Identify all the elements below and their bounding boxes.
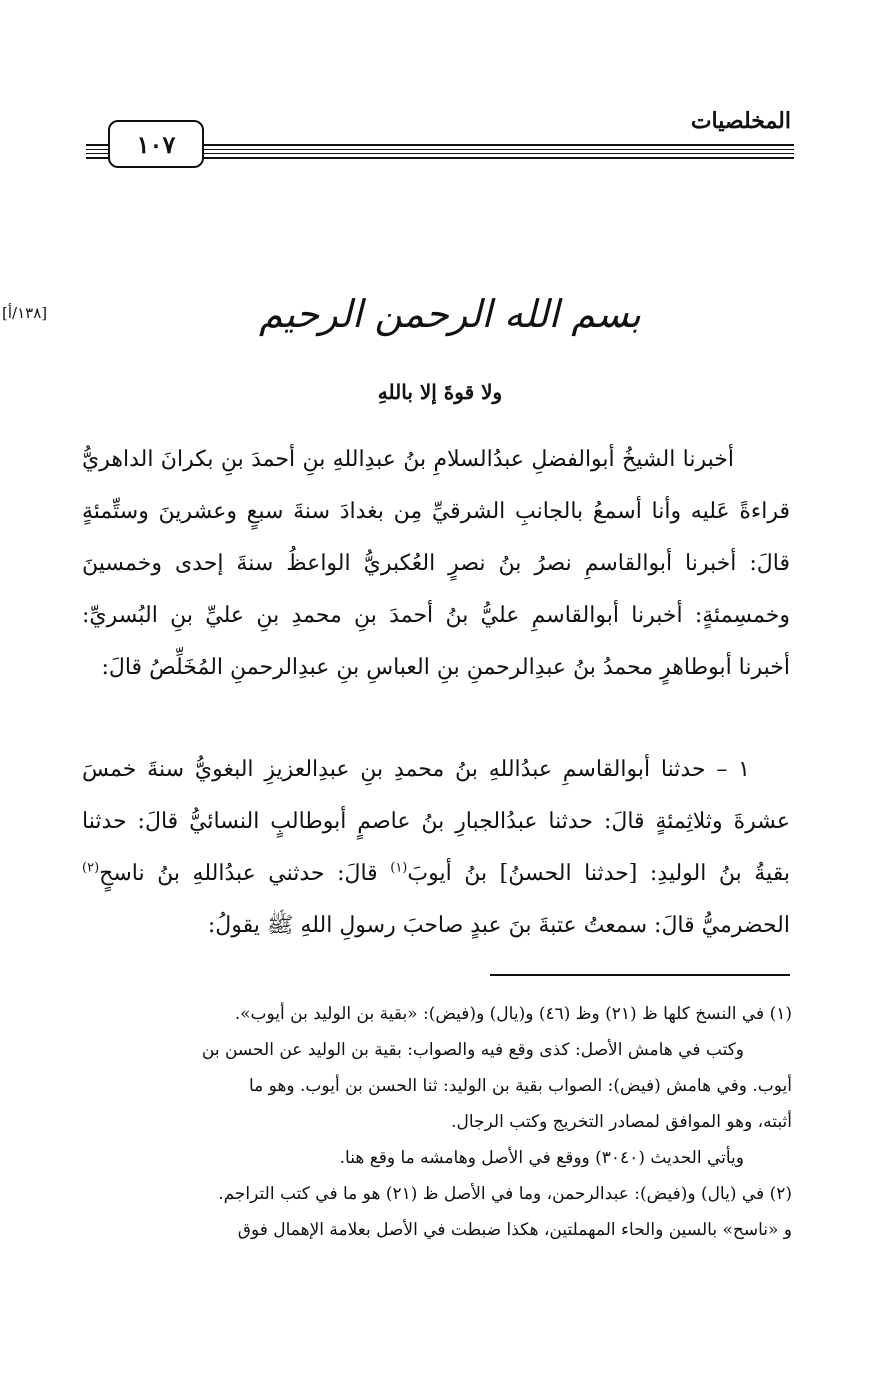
hawqala-heading: ولا قوةَ إلا باللهِ: [377, 380, 503, 404]
footnote-line: أيوب. وفي هامش (فيض): الصواب بقية بن الوليد: ثنا الحسن بن أيوب. وهو ما: [248, 1076, 792, 1096]
hadith-text: ١ – حدثنا أبوالقاسمِ عبدُاللهِ بنُ محمدِ بنِ عبدِالعزيزِ البغويُّ سنةَ خمسَ عشرةَ وثلاثِمئةٍ قالَ: حدثنا عبدُالجبارِ بنُ عاصمٍ أبوطالبٍ النسائيُّ قالَ: حدثنا بقيةُ بنُ الوليدِ: [حدثنا الحسنُ] بنُ أيوبَ: [82, 757, 790, 886]
footnote-separator: [490, 974, 790, 976]
hadith-text: قالَ: حدثني عبدُاللهِ بنُ ناسحٍ: [99, 861, 391, 886]
footnote-line: وكتب في هامش الأصل: كذى وقع فيه والصواب: بقية بن الوليد عن الحسن بن: [201, 1040, 744, 1060]
footnote-line: (١) في النسخ كلها ظ (٢١) وظ (٤٦) و(يال) و(فيض): «بقية بن الوليد بن أيوب».: [234, 1004, 792, 1024]
isnad-paragraph: أخبرنا الشيخُ أبوالفضلِ عبدُالسلامِ بنُ عبدِاللهِ بنِ أحمدَ بنِ بكرانَ الداهريُّ قراءةً عَليه وأنا أسمعُ بالجانبِ الشرقيِّ مِن بغدادَ سنةَ سبعٍ وعشرينَ وستِّمئةٍ قالَ: أخبرنا أبوالقاسمِ نصرُ بنُ نصرٍ العُكبريُّ الواعظُ سنةَ إحدى وخمسينَ وخمسِمئةٍ: أخبرنا أبوالقاسمِ عليُّ بنُ أحمدَ بنِ محمدِ بنِ عليِّ بنِ البُسريِّ: أخبرنا أبوطاهرٍ محمدُ بنُ عبدِالرحمنِ بنِ العباسِ بنِ عبدِالرحمنِ المُخَلِّصُ قالَ:: [82, 447, 790, 680]
basmala-calligraphy: بسم الله الرحمن الرحيم: [259, 292, 641, 336]
folio-marker: [١٣٨/أ]: [2, 304, 48, 322]
page-number: ١٠٧: [108, 120, 204, 168]
footnotes: [78, 996, 792, 1248]
footnote-line: و «ناسح» بالسين والحاء المهملتين، هكذا ضبطت في الأصل بعلامة الإهمال فوق: [237, 1220, 792, 1240]
footnote-line: (٢) في (يال) و(فيض): عبدالرحمن، وما في الأصل ظ (٢١) هو ما في كتب التراجم.: [218, 1184, 792, 1204]
footnote-ref[interactable]: (١): [390, 860, 408, 876]
hadith-text: الحضرميُّ قالَ: سمعتُ عتبةَ بنَ عبدٍ صاحبَ رسولِ اللهِ ﷺ يقولُ:: [207, 913, 790, 938]
footnote-ref[interactable]: (٢): [82, 860, 100, 876]
footnote-line: ويأتي الحديث (٣٠٤٠) ووقع في الأصل وهامشه ما وقع هنا.: [339, 1148, 744, 1168]
running-title: المخلصيات: [690, 108, 791, 134]
footnote-line: أثبته، وهو الموافق لمصادر التخريج وكتب الرجال.: [451, 1112, 792, 1132]
hadith-paragraph: [82, 744, 790, 952]
